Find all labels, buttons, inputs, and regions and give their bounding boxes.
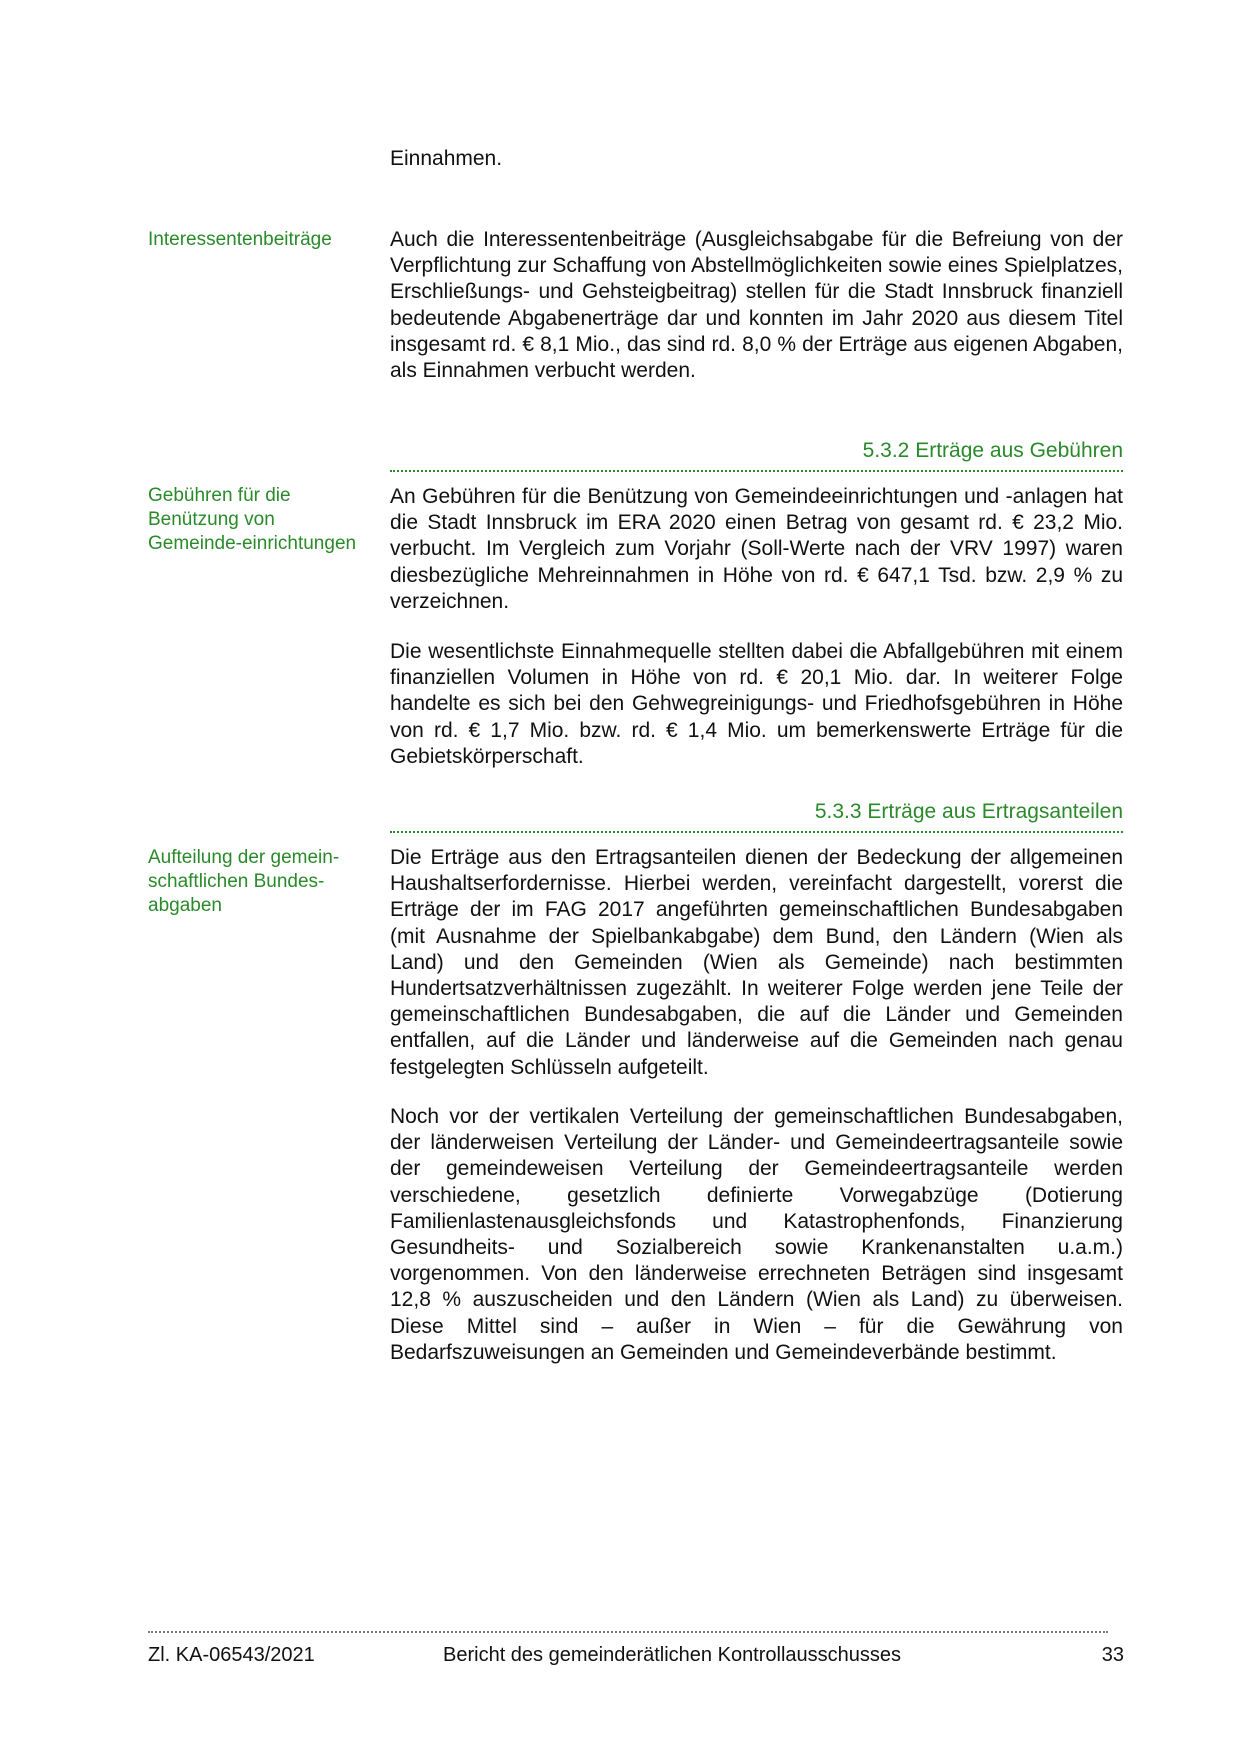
paragraph-interessentenbeitraege: Auch die Interessentenbeiträge (Ausgleichsabgabe für die Befreiung von der Verpflichtung zur Schaffung von Abstellmöglichkeiten sowie eines Spielplatzes, Erschließungs- und Gehsteigbeitrag) stellen für die Stadt Innsbruck finanziell bedeutende Abgabenerträge dar und konnten im Jahr 2020 aus diesem Titel insgesamt rd. € 8,1 Mio., das sind rd. 8,0 % der Erträge aus eigenen Abgaben, als Einnahmen verbucht werden. <box>390 228 1123 383</box>
paragraph-gebuehren-2: Die wesentlichste Einnahmequelle stellten dabei die Abfallgebühren mit einem finanziellen Volumen in Höhe von rd. € 20,1 Mio. dar. In weiterer Folge handelte es sich bei den Gehwegreinigungs- und Friedhofsgebühren in Höhe von rd. € 1,7 Mio. bzw. rd. € 1,4 Mio. um bemerkenswerte Erträge für die Gebietskörperschaft. <box>390 640 1123 768</box>
margin-note-interessentenbeitraege: Interessentenbeiträge <box>148 229 332 250</box>
continued-paragraph: Einnahmen. <box>390 147 503 170</box>
paragraph-gebuehren-1: An Gebühren für die Benützung von Gemeindeeinrichtungen und -anlagen hat die Stadt Innsbruck im ERA 2020 einen Betrag von gesamt rd. € 23,2 Mio. verbucht. Im Vergleich zum Vorjahr (Soll-Werte nach der VRV 1997) waren diesbezügliche Mehreinnahmen in Höhe von rd. € 647,1 Tsd. bzw. 2,9 % zu verzeichnen. <box>390 485 1123 613</box>
footer-title: Bericht des gemeinderätlichen Kontrollausschusses <box>443 1644 902 1666</box>
margin-note-gebuehren: Gebühren für die Benützung von Gemeinde-einrichtungen <box>148 485 357 554</box>
page-number: 33 <box>1101 1644 1124 1666</box>
section-heading-5-3-2: 5.3.2 Erträge aus Gebühren <box>390 438 1123 472</box>
paragraph-ertragsanteile-2: Noch vor der vertikalen Verteilung der gemeinschaftlichen Bundesabgaben, der länderweisen Verteilung der Länder- und Gemeindeertragsanteile sowie der gemeindeweisen Verteilung der Gemeindeertragsanteile werden verschiedene, gesetzlich definierte Vorwegabzüge (Dotierung Familienlastenausgleichsfonds und Katastrophenfonds, Finanzierung Gesundheits- und Sozialbereich sowie Krankenanstalten u.a.m.) vorgenommen. Von den länderweise errechneten Beträgen sind insgesamt 12,8 % auszuscheiden und den Ländern (Wien als Land) zu überweisen. Diese Mittel sind – außer in Wien – für die Gewährung von Bedarfszuweisungen an Gemeinden und Gemeindeverbände bestimmt. <box>390 1105 1123 1364</box>
paragraph-ertragsanteile-1: Die Erträge aus den Ertragsanteilen dienen der Bedeckung der allgemeinen Haushaltserfordernisse. Hierbei werden, vereinfacht dargestellt, vorerst die Erträge der im FAG 2017 angeführten gemeinschaftlichen Bundesabgaben (mit Ausnahme der Spielbankabgabe) dem Bund, den Ländern (Wien als Land) und den Gemeinden (Wien als Gemeinde) nach bestimmten Hundertsatzverhältnissen zugezählt. In weiterer Folge werden jene Teile der gemeinschaftlichen Bundesabgaben, die auf die Länder und Gemeinden entfallen, auf die Länder und länderweise auf die Gemeinden nach genau festgelegten Schlüsseln aufgeteilt. <box>390 846 1123 1079</box>
margin-note-aufteilung: Aufteilung der gemein-schaftlichen Bundes-abgaben <box>148 847 340 916</box>
footer-reference: Zl. KA-06543/2021 <box>148 1644 315 1666</box>
footer-divider <box>148 1631 1108 1633</box>
section-heading-5-3-3: 5.3.3 Erträge aus Ertragsanteilen <box>390 799 1123 833</box>
